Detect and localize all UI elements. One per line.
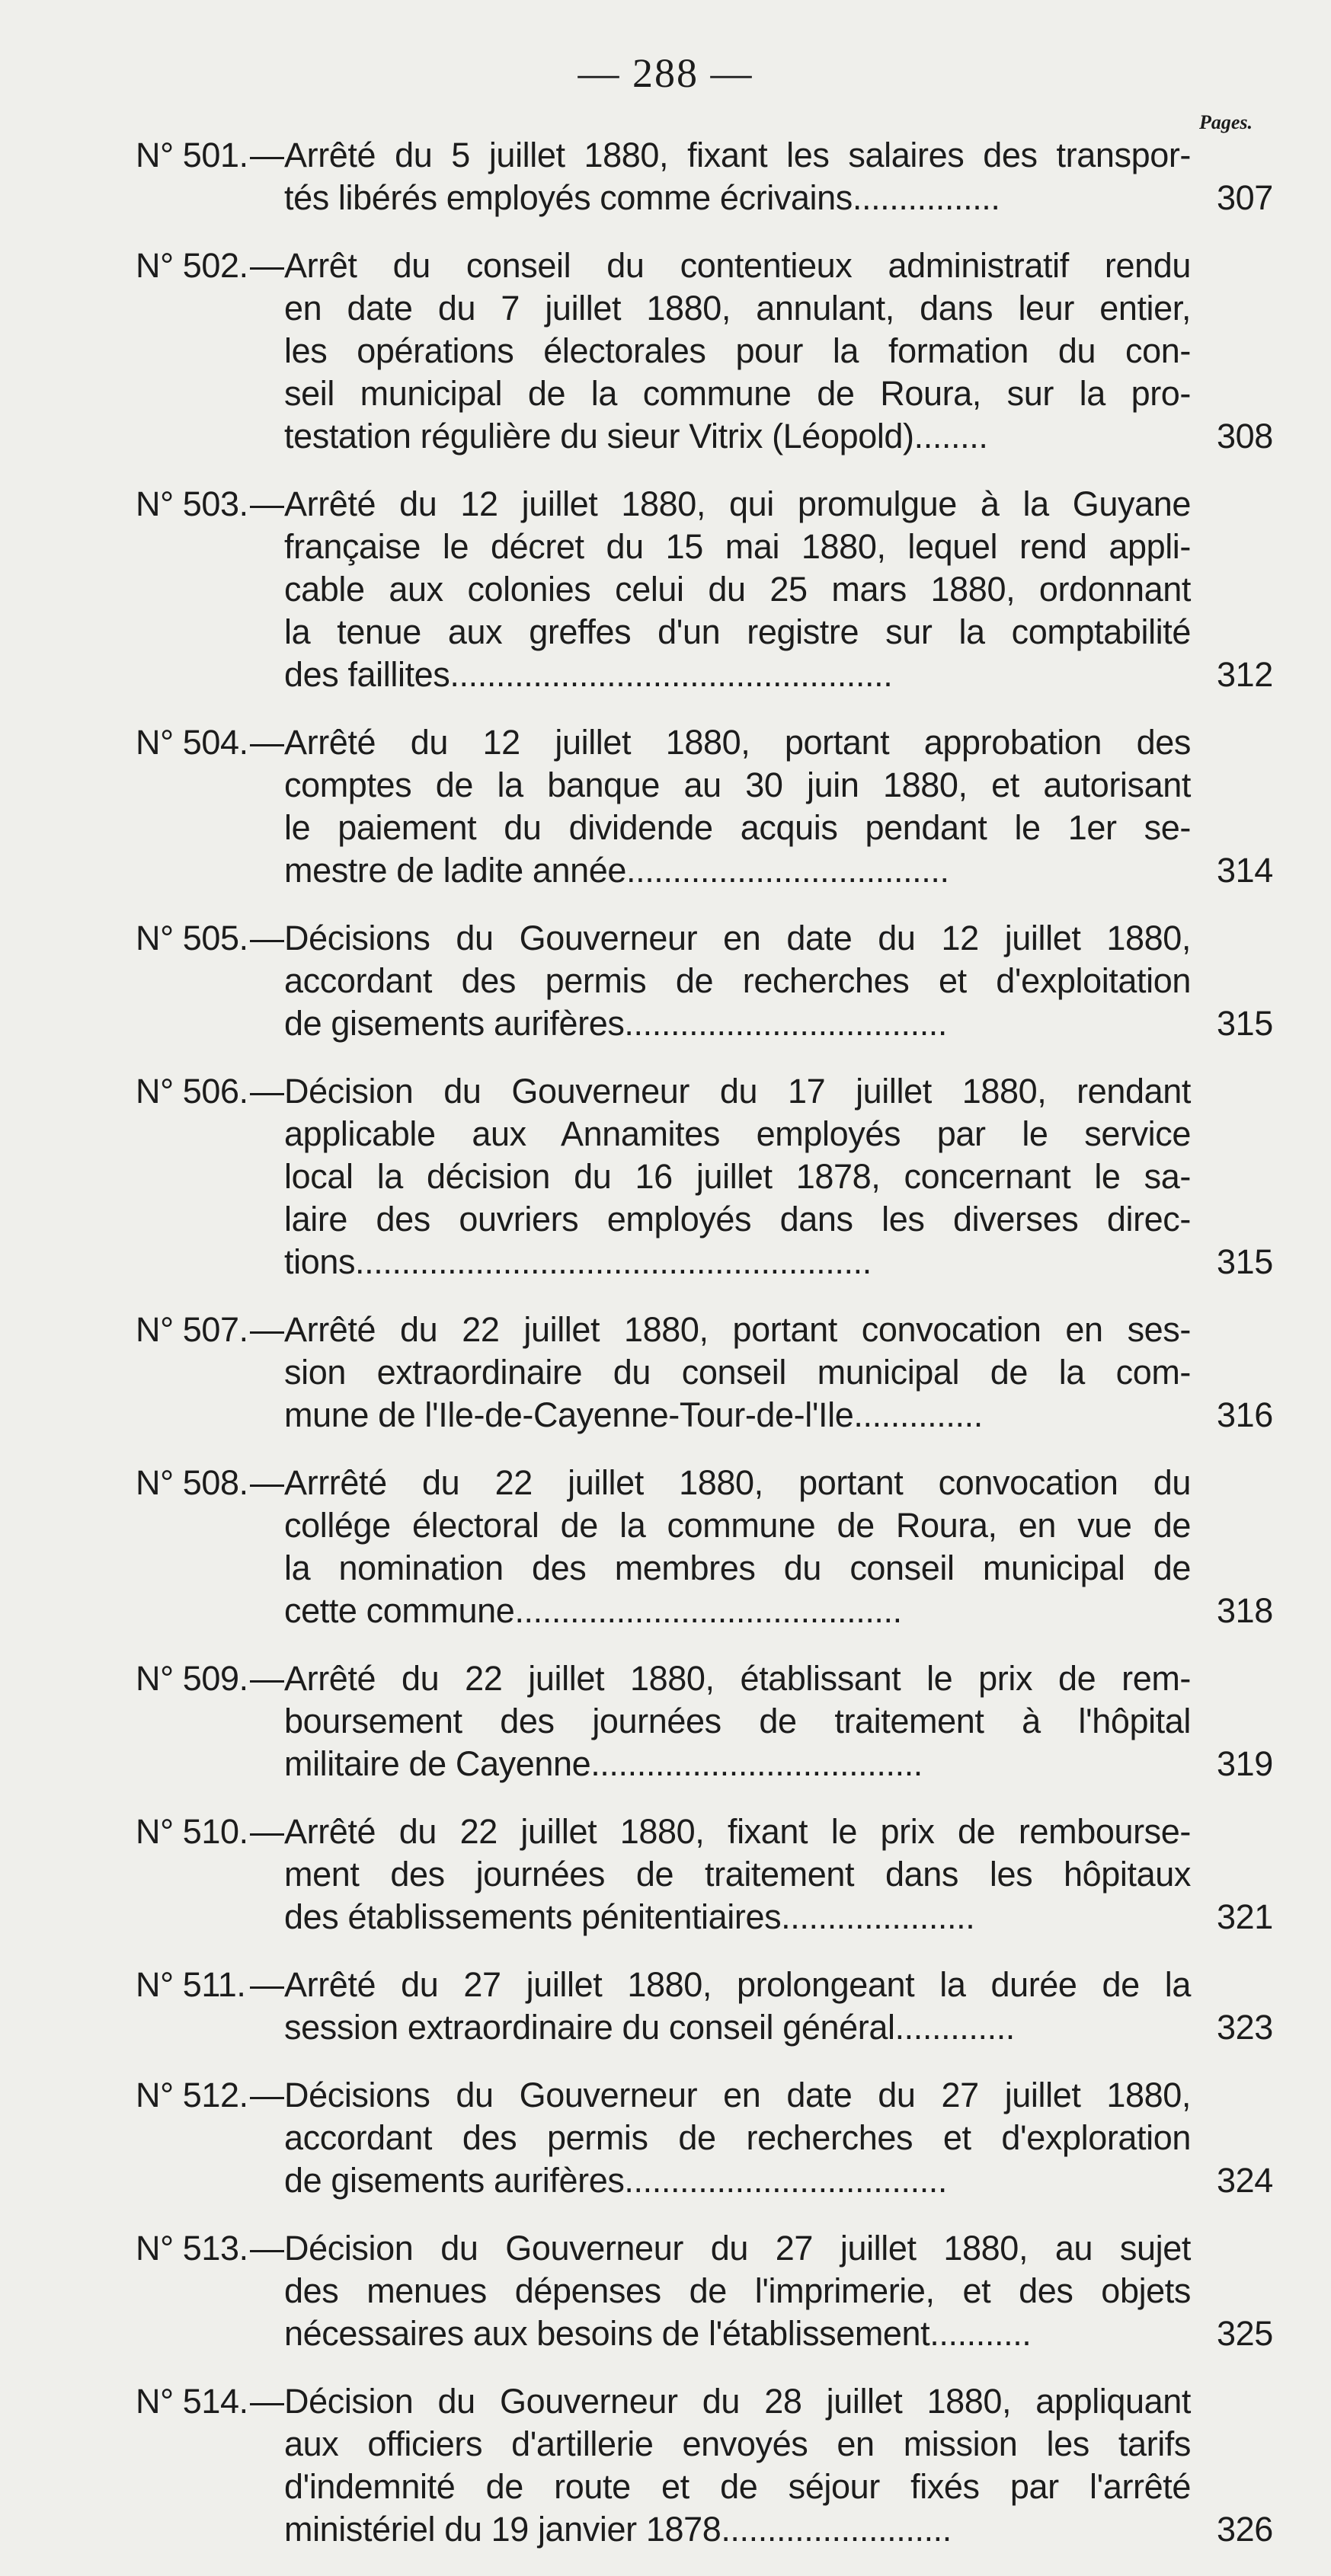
toc-entry [0, 1309, 1331, 1437]
entry-number: N° 510. [136, 1812, 248, 1851]
entry-title-line: Arrêté du 22 juillet 1880, fixant le prix de rembourse- [284, 1812, 1191, 1851]
toc-entry [0, 1462, 1331, 1632]
entry-number: N° 511. [136, 1965, 246, 2004]
entry-title [284, 1309, 1191, 1437]
entry-title-line: testation régulière du sieur Vitrix (Léopold)........ [284, 417, 988, 455]
entry-dash: — [250, 1072, 284, 1111]
entry-page-number: 325 [1217, 2314, 1273, 2353]
entry-title-line: le paiement du dividende acquis pendant le 1er se- [284, 808, 1191, 847]
entry-number: N° 512. [136, 2076, 248, 2114]
entry-dash: — [250, 246, 284, 285]
entry-title-line: Décisions du Gouverneur en date du 12 juillet 1880, [284, 919, 1191, 957]
entry-title-line: ment des journées de traitement dans les hôpitaux [284, 1855, 1191, 1894]
entry-title-line: tés libérés employés comme écrivains................ [284, 178, 1000, 217]
entry-title-line: Arrêté du 12 juillet 1880, portant approbation des [284, 723, 1191, 762]
entry-number: N° 504. [136, 723, 248, 762]
entry-page-number: 321 [1217, 1897, 1273, 1936]
entry-title-line: laire des ouvriers employés dans les diverses direc- [284, 1200, 1191, 1238]
toc-entry [0, 134, 1331, 219]
entry-title-line: comptes de la banque au 30 juin 1880, et autorisant [284, 765, 1191, 804]
toc-entry [0, 1964, 1331, 2049]
entry-title [284, 134, 1191, 219]
entry-number: N° 506. [136, 1072, 248, 1111]
entry-dash: — [250, 1659, 284, 1698]
toc-entry [0, 2227, 1331, 2355]
table-of-contents [0, 134, 1331, 2576]
entry-page-number: 307 [1217, 178, 1273, 217]
entry-dash: — [250, 484, 284, 523]
entry-title-line: accordant des permis de recherches et d'exploitation [284, 961, 1191, 1000]
toc-entry [0, 2074, 1331, 2202]
toc-entry [0, 721, 1331, 892]
entry-number: N° 502. [136, 246, 248, 285]
entry-title [284, 483, 1191, 696]
entry-title-line: sion extraordinaire du conseil municipal de la com- [284, 1353, 1191, 1392]
toc-entry [0, 1657, 1331, 1785]
entry-number: N° 503. [136, 484, 248, 523]
entry-title-line: des établissements pénitentiaires..................... [284, 1897, 975, 1936]
entry-title-line: Arrêté du 22 juillet 1880, établissant le prix de rem- [284, 1659, 1191, 1698]
entry-page-number: 315 [1217, 1242, 1273, 1281]
toc-entry [0, 917, 1331, 1045]
entry-title [284, 1964, 1191, 2049]
entry-title-line: mune de l'Ile-de-Cayenne-Tour-de-l'Ile.............. [284, 1395, 983, 1434]
entry-dash: — [250, 2076, 284, 2114]
entry-title-line: Décision du Gouverneur du 28 juillet 1880, appliquant [284, 2382, 1191, 2421]
entry-title-line: nécessaires aux besoins de l'établissement........... [284, 2314, 1032, 2353]
entry-title-line: Arrrêté du 22 juillet 1880, portant convocation du [284, 1463, 1191, 1502]
entry-number: N° 514. [136, 2382, 248, 2421]
entry-title-line: militaire de Cayenne.................................... [284, 1744, 923, 1783]
entry-number: N° 507. [136, 1310, 248, 1349]
entry-title-line: la nomination des membres du conseil municipal de [284, 1548, 1191, 1587]
entry-title-line: mestre de ladite année................................... [284, 851, 949, 890]
entry-title-line: collége électoral de la commune de Roura, en vue de [284, 1506, 1191, 1545]
pages-column-header: Pages. [1199, 111, 1253, 133]
entry-page-number: 308 [1217, 417, 1273, 455]
entry-page-number: 315 [1217, 1004, 1273, 1043]
entry-number: N° 505. [136, 919, 248, 957]
entry-title-line: Décisions du Gouverneur en date du 27 juillet 1880, [284, 2076, 1191, 2114]
entry-title-line: des menues dépenses de l'imprimerie, et des objets [284, 2271, 1191, 2310]
entry-title-line: tions........................................................ [284, 1242, 872, 1281]
entry-page-number: 324 [1217, 2161, 1273, 2200]
entry-title-line: Arrêté du 22 juillet 1880, portant convocation en ses- [284, 1310, 1191, 1349]
entry-dash: — [250, 1463, 284, 1502]
entry-title-line: de gisements aurifères................................... [284, 1004, 948, 1043]
entry-page-number: 314 [1217, 851, 1273, 890]
entry-number: N° 501. [136, 136, 248, 174]
toc-entry [0, 483, 1331, 696]
entry-dash: — [250, 136, 284, 174]
entry-title-line: des faillites................................................ [284, 655, 893, 694]
entry-title [284, 1657, 1191, 1785]
entry-title-line: aux officiers d'artillerie envoyés en mission les tarifs [284, 2424, 1191, 2463]
entry-title-line: ministériel du 19 janvier 1878......................... [284, 2510, 952, 2549]
entry-title-line: applicable aux Annamites employés par le service [284, 1114, 1191, 1153]
entry-title [284, 917, 1191, 1045]
entry-title-line: d'indemnité de route et de séjour fixés par l'arrêté [284, 2467, 1191, 2506]
entry-number: N° 508. [136, 1463, 248, 1502]
entry-title-line: boursement des journées de traitement à l'hôpital [284, 1702, 1191, 1740]
entry-title-line: de gisements aurifères................................... [284, 2161, 948, 2200]
entry-title-line: local la décision du 16 juillet 1878, concernant le sa- [284, 1157, 1191, 1196]
entry-title-line: cette commune.......................................... [284, 1591, 902, 1630]
entry-dash: — [250, 1965, 284, 2004]
entry-title [284, 721, 1191, 892]
entry-title [284, 1070, 1191, 1283]
toc-entry [0, 2380, 1331, 2551]
page-number: — 288 — [578, 50, 753, 96]
entry-title [284, 2227, 1191, 2355]
entry-page-number: 316 [1217, 1395, 1273, 1434]
entry-dash: — [250, 2382, 284, 2421]
entry-title-line: française le décret du 15 mai 1880, lequel rend appli- [284, 527, 1191, 566]
entry-number: N° 509. [136, 1659, 248, 1698]
entry-dash: — [250, 919, 284, 957]
entry-title-line: cable aux colonies celui du 25 mars 1880, ordonnant [284, 570, 1191, 609]
toc-entry [0, 1070, 1331, 1283]
entry-title-line: en date du 7 juillet 1880, annulant, dans leur entier, [284, 289, 1191, 328]
entry-title [284, 244, 1191, 458]
entry-dash: — [250, 2229, 284, 2268]
entry-title-line: Arrêt du conseil du contentieux administratif rendu [284, 246, 1191, 285]
entry-title-line: accordant des permis de recherches et d'exploration [284, 2118, 1191, 2157]
entry-page-number: 312 [1217, 655, 1273, 694]
entry-title-line: Arrêté du 27 juillet 1880, prolongeant la durée de la [284, 1965, 1191, 2004]
entry-title-line: seil municipal de la commune de Roura, sur la pro- [284, 374, 1191, 413]
entry-title-line: la tenue aux greffes d'un registre sur la comptabilité [284, 612, 1191, 651]
entry-page-number: 319 [1217, 1744, 1273, 1783]
entry-dash: — [250, 1812, 284, 1851]
entry-title-line: session extraordinaire du conseil général............. [284, 2008, 1015, 2047]
entry-title [284, 1811, 1191, 1938]
toc-entry [0, 244, 1331, 458]
entry-title-line: Décision du Gouverneur du 27 juillet 1880, au sujet [284, 2229, 1191, 2268]
entry-title-line: les opérations électorales pour la formation du con- [284, 331, 1191, 370]
entry-page-number: 323 [1217, 2008, 1273, 2047]
entry-dash: — [250, 1310, 284, 1349]
entry-title [284, 2074, 1191, 2202]
entry-title [284, 1462, 1191, 1632]
entry-title [284, 2380, 1191, 2551]
entry-dash: — [250, 723, 284, 762]
entry-page-number: 318 [1217, 1591, 1273, 1630]
entry-page-number: 326 [1217, 2510, 1273, 2549]
toc-entry [0, 1811, 1331, 1938]
entry-title-line: Arrêté du 5 juillet 1880, fixant les salaires des transpor- [284, 136, 1191, 174]
entry-title-line: Arrêté du 12 juillet 1880, qui promulgue à la Guyane [284, 484, 1191, 523]
entry-title-line: Décision du Gouverneur du 17 juillet 1880, rendant [284, 1072, 1191, 1111]
entry-number: N° 513. [136, 2229, 248, 2268]
